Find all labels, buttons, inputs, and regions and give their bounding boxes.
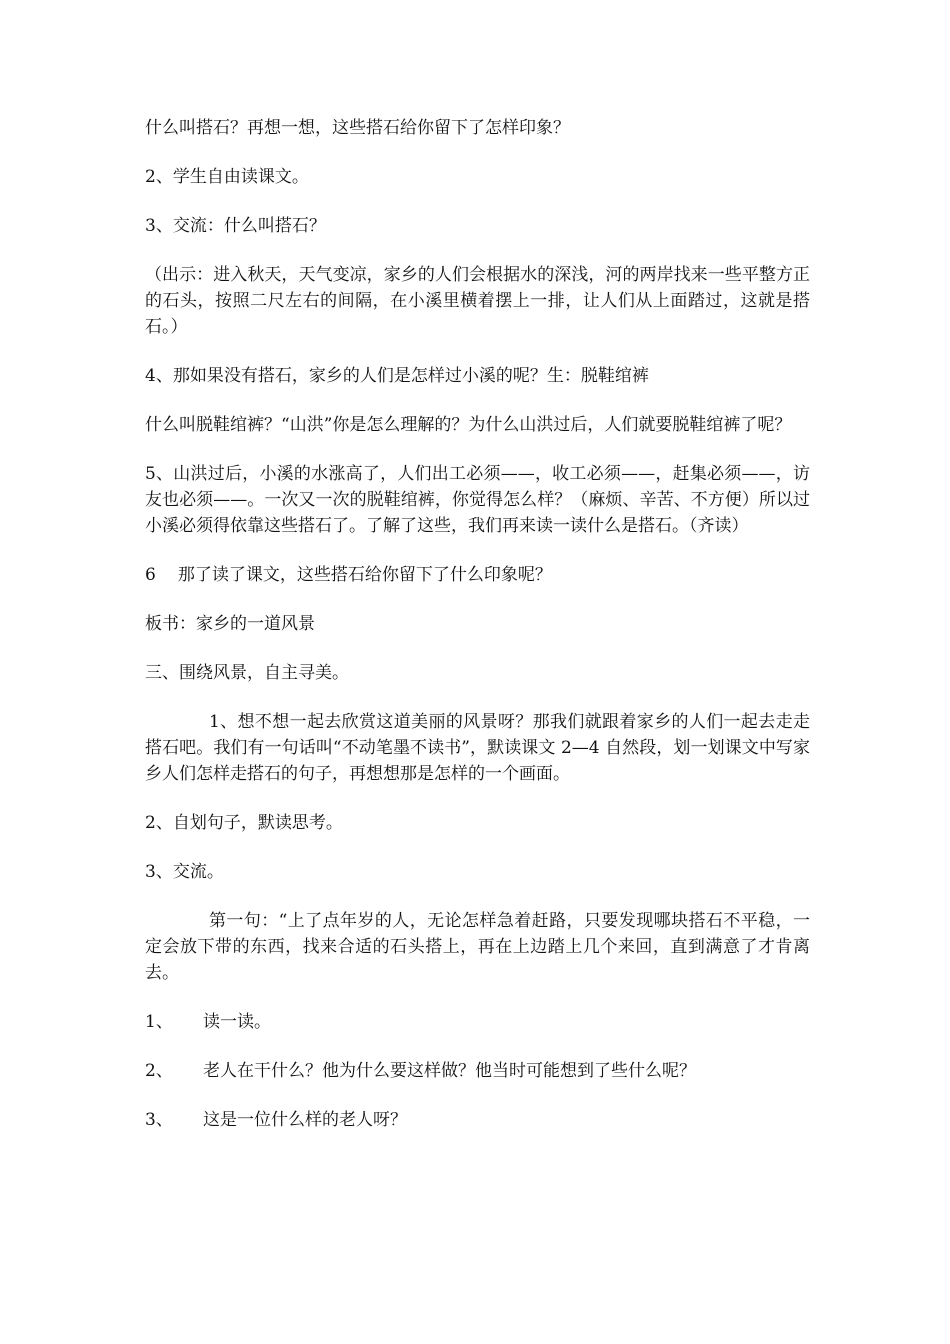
question-number: 3、 <box>145 1110 173 1130</box>
paragraph-question-flood: 什么叫脱鞋绾裤？“山洪”你是怎么理解的？为什么山洪过后，人们就要脱鞋绾裤了呢？ <box>145 415 792 435</box>
paragraph-question-intro: 什么叫搭石？再想一想，这些搭石给你留下了怎样印象？ <box>145 118 570 138</box>
step-6-text: 那了读了课文，这些搭石给你留下了什么印象呢？ <box>177 565 552 585</box>
paragraph-step-3: 3、交流：什么叫搭石？ <box>145 216 326 236</box>
question-text: 读一读。 <box>203 1012 271 1032</box>
paragraph-section-3-step-2: 2、自划句子，默读思考。 <box>145 813 343 833</box>
paragraph-step-5: 5、山洪过后，小溪的水涨高了，人们出工必须——，收工必须——，赶集必须——，访友也必须——。一次又一次的脱鞋绾裤，你觉得怎么样？（麻烦、辛苦、不方便）所以过小溪必须得依靠这些搭石了。了解了这些，我们再来读一读什么是搭石。（齐读） <box>145 464 810 536</box>
step-6-number: 6 <box>145 565 156 585</box>
section-heading-3: 三、围绕风景，自主寻美。 <box>145 663 349 683</box>
question-item <box>145 1107 810 1133</box>
paragraph-definition: （出示：进入秋天，天气变凉，家乡的人们会根据水的深浅，河的两岸找来一些平整方正的石头，按照二尺左右的间隔，在小溪里横着摆上一排，让人们从上面踏过，这就是搭石。） <box>145 265 810 337</box>
paragraph-section-3-step-1: 1、想不想一起去欣赏这道美丽的风景呀？那我们就跟着家乡的人们一起去走走搭石吧。我们有一句话叫“不动笔墨不读书”，默读课文 2—4 自然段，划一划课文中写家乡人们怎样走搭石的句子，再想想那是怎样的一个画面。 <box>145 712 810 784</box>
question-item <box>145 1058 810 1084</box>
paragraph-step-6 <box>145 562 810 588</box>
paragraph-step-4: 4、那如果没有搭石，家乡的人们是怎样过小溪的呢？生：脱鞋绾裤 <box>145 366 649 386</box>
paragraph-blackboard: 板书：家乡的一道风景 <box>145 614 315 634</box>
question-text: 老人在干什么？他为什么要这样做？他当时可能想到了些什么呢？ <box>203 1061 696 1081</box>
paragraph-section-3-step-3: 3、交流。 <box>145 862 224 882</box>
question-item <box>145 1009 810 1035</box>
document-page <box>145 115 810 1156</box>
paragraph-first-sentence: 第一句：“上了点年岁的人，无论怎样急着赶路，只要发现哪块搭石不平稳，一定会放下带的东西，找来合适的石头搭上，再在上边踏上几个来回，直到满意了才肯离去。 <box>145 911 810 983</box>
question-text: 这是一位什么样的老人呀？ <box>203 1110 407 1130</box>
paragraph-step-2: 2、学生自由读课文。 <box>145 167 309 187</box>
question-number: 1、 <box>145 1012 173 1032</box>
question-number: 2、 <box>145 1061 173 1081</box>
